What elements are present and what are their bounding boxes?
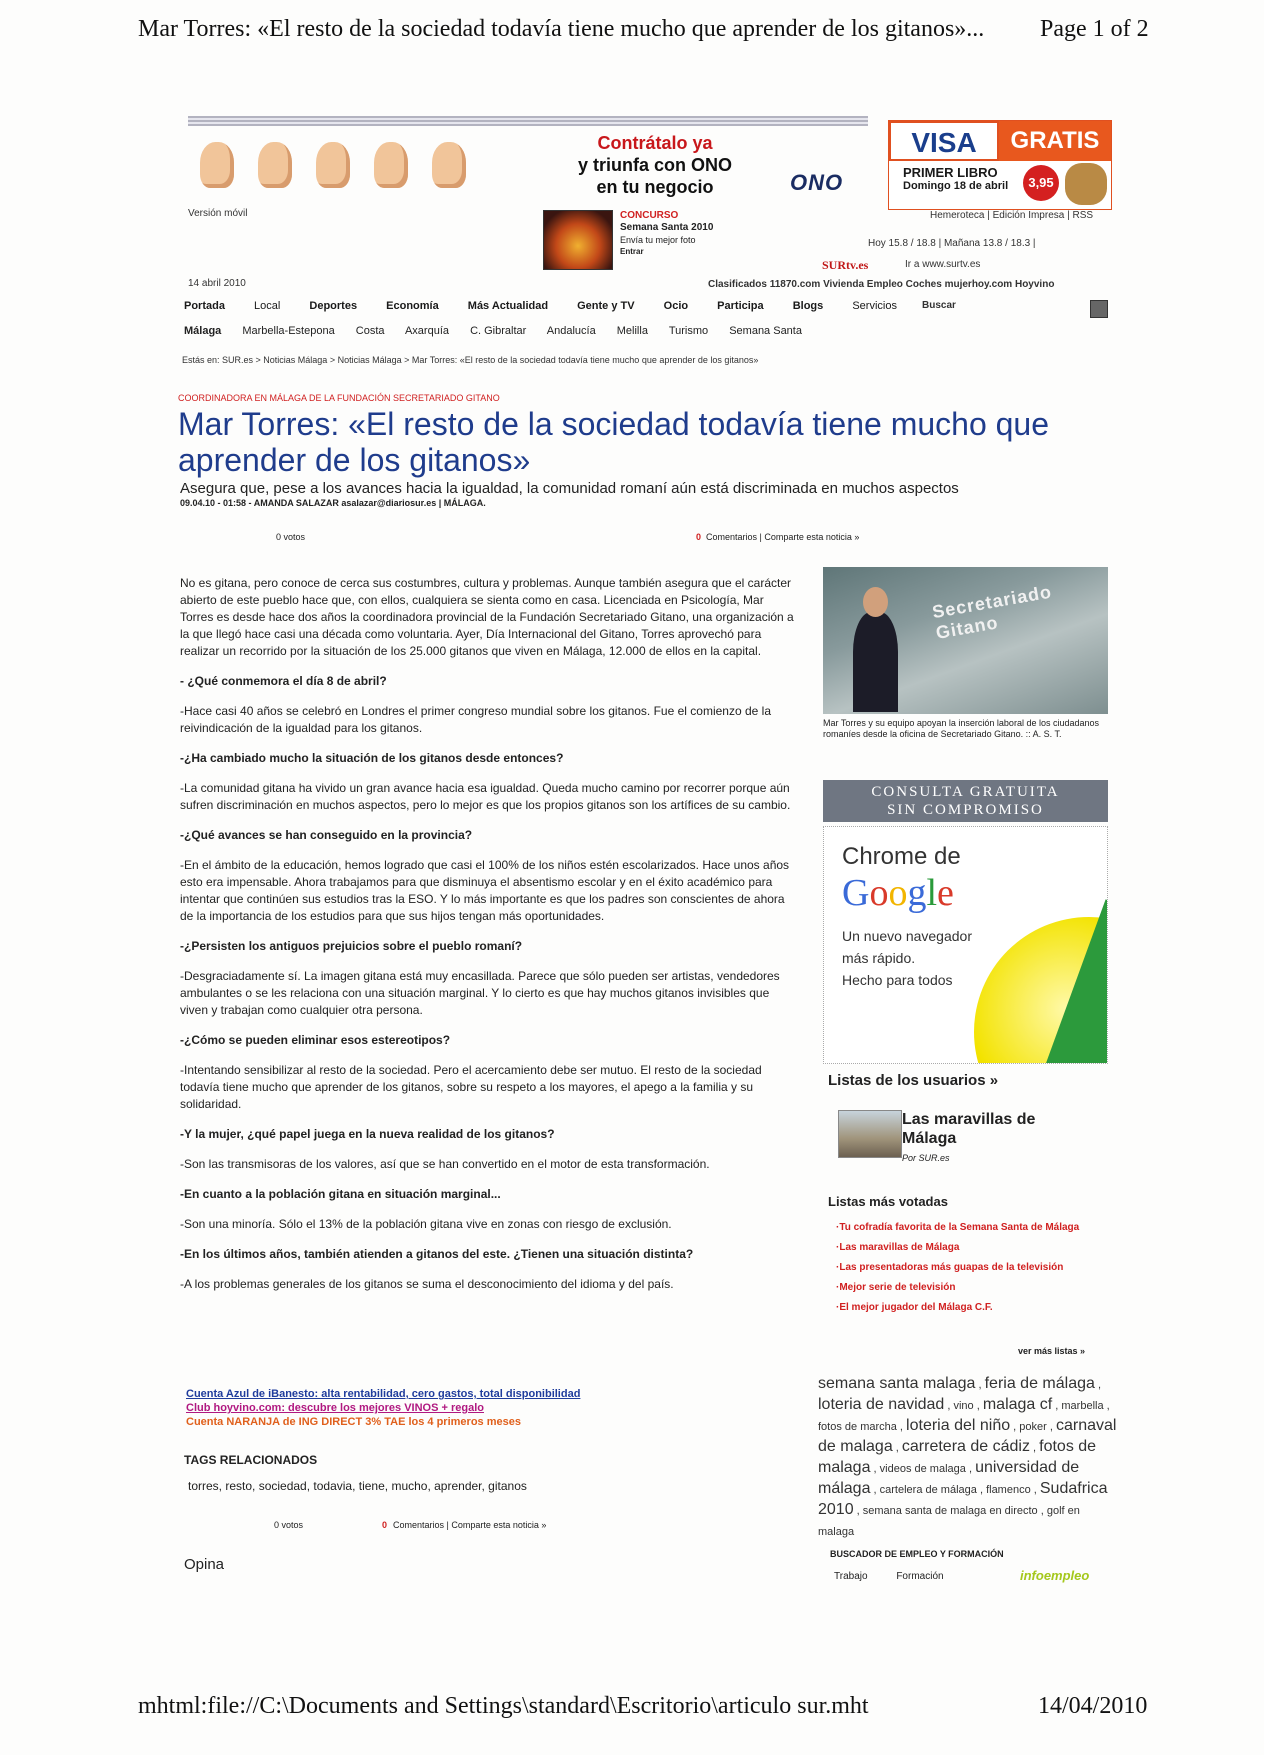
concurso-label: CONCURSO (620, 210, 679, 221)
tag-cloud: semana santa malaga , feria de málaga , loteria de navidad , vino , malaga cf , marbella , fotos de marcha , loteria del niño , poker , carnaval de malaga , carretera de cádiz , fotos de malaga , videos de malaga , universidad de málaga , cartelera de málaga , flamenco , Sudafrica 2010 , semana santa de malaga en directo , golf en malaga (818, 1375, 1117, 1538)
interview-question: -En los últimos años, también atienden a gitanos del este. ¿Tienen una situación distinta? (180, 1247, 694, 1261)
concurso-block[interactable] (620, 210, 713, 258)
subnav-semana-santa[interactable]: Semana Santa (729, 325, 802, 337)
main-nav (184, 300, 923, 312)
top-banner-stripe (188, 116, 868, 126)
gratis-label: GRATIS (999, 121, 1111, 161)
nav-gente-tv[interactable]: Gente y TV (577, 300, 635, 312)
buscador-heading: BUSCADOR DE EMPLEO Y FORMACIÓN (830, 1549, 1004, 1559)
ono-ad-line3: en tu negocio (596, 177, 714, 197)
top-links[interactable]: Hemeroteca | Edición Impresa | RSS (930, 210, 1094, 221)
tag-cloud-item[interactable]: golf en malaga (818, 1505, 1080, 1538)
interview-question: - ¿Qué conmemora el día 8 de abril? (180, 674, 387, 688)
article-body (180, 575, 800, 1306)
voted-item[interactable]: ·El mejor jugador del Málaga C.F. (836, 1302, 993, 1313)
subnav-marbella[interactable]: Marbella-Estepona (242, 325, 335, 337)
tag-cloud-item[interactable]: videos de malaga (879, 1463, 966, 1475)
article-paragraph: -Son las transmisoras de los valores, así que se han convertido en el motor de esta transformación. (180, 1157, 710, 1171)
article-subhead: Asegura que, pese a los avances hacia la igualdad, la comunidad romaní aún está discriminada en muchos aspectos (180, 480, 959, 497)
chrome-desc-1: Un nuevo navegador (842, 928, 972, 944)
tag-cloud-item[interactable]: loteria de navidad (818, 1396, 945, 1413)
surtv-logo[interactable]: SURtv.es (822, 258, 869, 272)
interview-question: -¿Ha cambiado mucho la situación de los gitanos desde entonces? (180, 751, 564, 765)
consulta-line1: CONSULTA GRATUITA (871, 784, 1060, 800)
article-paragraph: No es gitana, pero conoce de cerca sus costumbres, cultura y problemas. Aunque también asegura que el carácter abierto de este pueblo hace que, con ellos, cualquiera se sienta como en casa. Licenciada en Psicología, Mar Torres es desde hace dos años la coordinadora provincial de la Fundación Secretariado Gitano, una organización a la que llegó hace casi una década como voluntaria. Ayer, Día Internacional del Gitano, Torres aprovechó para realizar un recorrido por la situación de los 25.000 gitanos que viven en Málaga, 12.000 de ellos en la capital. (180, 576, 794, 658)
listas-votadas-heading: Listas más votadas (828, 1194, 948, 1209)
tag-cloud-item[interactable]: fotos de marcha (818, 1421, 897, 1433)
interview-question: -¿Qué avances se han conseguido en la provincia? (180, 828, 473, 842)
subnav-melilla[interactable]: Melilla (616, 325, 648, 337)
voted-item[interactable]: ·Mejor serie de televisión (836, 1282, 956, 1293)
article-paragraph: -La comunidad gitana ha vivido un gran avance hacia esa igualdad. Queda mucho camino por recorrer porque aún sufren discriminación en muchos aspectos, pero lo mejor es que los propios gitanos son los artífices de su cambio. (180, 781, 791, 812)
article-byline: 09.04.10 - 01:58 - AMANDA SALAZAR asalazar@diariosur.es | MÁLAGA. (180, 498, 486, 508)
weather: Hoy 15.8 / 18.8 | Mañana 13.8 / 18.3 | (868, 238, 1036, 249)
article-paragraph: -Intentando sensibilizar al resto de la sociedad. Pero el acercamiento debe ser mutuo. El resto de la sociedad todavía tiene mucho que aprender de los gitanos, sobre su respeto a los mayores, el apego a la familia y su solidaridad. (180, 1063, 762, 1111)
comments-count-bottom: 0 (382, 1520, 388, 1530)
domingo-date: Domingo 18 de abril (903, 180, 1009, 192)
votes-bottom[interactable]: 0 votos (274, 1520, 304, 1530)
article-photo[interactable] (823, 567, 1108, 714)
nav-deportes[interactable]: Deportes (309, 300, 358, 312)
contest-candle-image[interactable] (543, 210, 613, 270)
trabajo-link[interactable]: Trabajo (834, 1571, 868, 1582)
subnav-costa[interactable]: Costa (355, 325, 385, 337)
subnav-gibraltar[interactable]: C. Gibraltar (470, 325, 527, 337)
voted-item[interactable]: ·Las maravillas de Málaga (836, 1242, 960, 1253)
services-links[interactable]: Clasificados 11870.com Vivienda Empleo Coches mujerhoy.com Hoyvino (708, 279, 1055, 290)
tag-cloud-item[interactable]: vino (953, 1400, 974, 1412)
subnav-andalucia[interactable]: Andalucía (546, 325, 596, 337)
voted-item[interactable]: ·Tu cofradía favorita de la Semana Santa de Málaga (836, 1222, 1080, 1233)
nav-economia[interactable]: Economía (386, 300, 439, 312)
tag-cloud-item[interactable]: universidad de málaga (818, 1459, 1080, 1497)
list-thumbnail[interactable] (838, 1110, 902, 1158)
sponsored-link-ing[interactable]: Cuenta NARANJA de ING DIRECT 3% TAE los 4 primeros meses (186, 1416, 521, 1428)
sponsored-link-ibanesto[interactable]: Cuenta Azul de iBanesto: alta rentabilidad, cero gastos, total disponibilidad (186, 1388, 581, 1400)
ver-mas-listas[interactable]: ver más listas » (1018, 1346, 1086, 1356)
consulta-line2: SIN COMPROMISO (887, 802, 1044, 818)
article-paragraph: -A los problemas generales de los gitanos se suma el desconocimiento del idioma y del país. (180, 1277, 674, 1291)
search-button[interactable] (1090, 300, 1108, 318)
search-label[interactable]: Buscar (922, 300, 956, 311)
chrome-desc (842, 925, 972, 991)
tag-cloud-item[interactable]: feria de málaga (984, 1375, 1095, 1392)
interview-question: -¿Cómo se pueden eliminar esos estereotipos? (180, 1033, 451, 1047)
dog-image (1065, 163, 1107, 205)
article-paragraph: -Hace casi 40 años se celebró en Londres el primer congreso mundial sobre los gitanos. Fue el comienzo de la reivindicación de la igualdad para los gitanos. (180, 704, 771, 735)
breadcrumb[interactable]: Estás en: SUR.es > Noticias Málaga > Noticias Málaga > Mar Torres: «El resto de la sociedad todavía tiene mucho que aprender de los gitanos» (182, 355, 759, 365)
primer-libro: PRIMER LIBRO (903, 165, 998, 180)
article-paragraph: -En el ámbito de la educación, hemos logrado que casi el 100% de los niños estén escolarizados. Hace unos años esto era impensable. Ahora trabajamos para que disminuya el absentismo escolar y en el éxito académico para intentar que continúen sus estudios tras la ESO. Y lo más importante es que los padres son conscientes de ahora de la importancia de los estudios para que sus hijos tengan más oportunidades. (180, 858, 790, 923)
google-logo: Google (842, 872, 954, 914)
article-paragraph: -Son una minoría. Sólo el 13% de la población gitana vive en zonas con riesgo de exclusión. (180, 1217, 672, 1231)
surtv-link[interactable]: Ir a www.surtv.es (905, 259, 981, 270)
visa-label: VISA (889, 121, 999, 161)
photo-sign-text: Secretariado Gitano (930, 581, 1054, 643)
chrome-desc-3: Hecho para todos (842, 972, 953, 988)
infoempleo-logo[interactable]: infoempleo (1020, 1568, 1090, 1583)
sub-nav (184, 325, 820, 337)
tag-cloud-item[interactable]: poker (1019, 1421, 1047, 1433)
nav-mas-actualidad[interactable]: Más Actualidad (467, 300, 549, 312)
print-header-title: Mar Torres: «El resto de la sociedad todavía tiene mucho que aprender de los gitanos»... (138, 16, 985, 42)
tag-cloud-item[interactable]: fotos de malaga (818, 1438, 1097, 1476)
sponsored-link-hoyvino[interactable]: Club hoyvino.com: descubre los mejores VINOS + regalo (186, 1402, 484, 1414)
chrome-ad[interactable] (823, 826, 1108, 1064)
opina-heading: Opina (184, 1556, 225, 1573)
tag-cloud-item[interactable]: malaga cf (982, 1396, 1053, 1413)
consulta-ad[interactable] (823, 780, 1108, 822)
article-kicker: COORDINADORA EN MÁLAGA DE LA FUNDACIÓN SECRETARIADO GITANO (178, 393, 500, 403)
interview-question: -En cuanto a la población gitana en situación marginal... (180, 1187, 501, 1201)
version-movil-link[interactable]: Versión móvil (188, 208, 248, 219)
ono-ad-line2: y triunfa con ONO (577, 155, 732, 175)
nav-portada[interactable]: Portada (184, 300, 225, 312)
interview-question: -Y la mujer, ¿qué papel juega en la nueva realidad de los gitanos? (180, 1127, 555, 1141)
price-badge: 3,95 (1023, 165, 1059, 201)
photo-caption: Mar Torres y su equipo apoyan la inserción laboral de los ciudadanos romaníes desde la oficina de Secretariado Gitano. :: A. S. T. (823, 718, 1099, 739)
print-page-number: Page 1 of 2 (1040, 16, 1149, 42)
tag-cloud-item[interactable]: cartelera de málaga (879, 1484, 977, 1496)
ono-ad-line1: Contrátalo ya (597, 133, 713, 153)
subnav-malaga[interactable]: Málaga (184, 325, 222, 337)
list-by: Por SUR.es (902, 1153, 950, 1163)
ono-logo: ONO (790, 170, 844, 195)
tag-cloud-item[interactable]: carretera de cádiz (901, 1438, 1030, 1455)
photo-person (853, 612, 898, 712)
empleo-links (834, 1571, 944, 1582)
tag-cloud-item[interactable]: marbella (1061, 1400, 1104, 1412)
nav-servicios[interactable]: Servicios (852, 300, 897, 312)
hands-thumbs-up-ad[interactable] (200, 132, 470, 202)
article-paragraph: -Desgraciadamente sí. La imagen gitana está muy encasillada. Parece que sólo pueden ser artistas, vendedores ambulantes o se les relaciona con una situación marginal. Y lo cierto es que hay muchos gitanos invisibles que viven y trabajan como cualquier otra persona. (180, 969, 780, 1017)
nav-blogs[interactable]: Blogs (792, 300, 824, 312)
concurso-desc: Envía tu mejor foto (620, 235, 696, 245)
voted-lists (836, 1222, 1086, 1322)
tag-cloud-item[interactable]: Sudafrica 2010 (818, 1480, 1108, 1518)
nav-ocio[interactable]: Ocio (663, 300, 689, 312)
site-date: 14 abril 2010 (188, 278, 246, 289)
nav-participa[interactable]: Participa (717, 300, 764, 312)
tag-cloud-item[interactable]: flamenco (986, 1484, 1031, 1496)
interview-question: -¿Persisten los antiguos prejuicios sobre el pueblo romaní? (180, 939, 523, 953)
tag-cloud-item[interactable]: semana santa malaga (818, 1375, 976, 1392)
article-headline: Mar Torres: «El resto de la sociedad todavía tiene mucho que aprender de los gitanos» (178, 406, 1050, 478)
voted-item[interactable]: ·Las presentadoras más guapas de la televisión (836, 1262, 1064, 1273)
listas-usuarios-heading[interactable]: Listas de los usuarios » (828, 1072, 999, 1089)
subnav-axarquia[interactable]: Axarquía (404, 325, 449, 337)
chrome-desc-2: más rápido. (842, 950, 916, 966)
tag-cloud-item[interactable]: loteria del niño (906, 1417, 1011, 1434)
ono-ad[interactable] (550, 132, 760, 198)
print-footer-path: mhtml:file://C:\Documents and Settings\standard\Escritorio\articulo sur.mht (138, 1693, 869, 1719)
tag-cloud-item[interactable]: semana santa de malaga en directo (862, 1505, 1038, 1517)
nav-local[interactable]: Local (254, 300, 281, 312)
subnav-turismo[interactable]: Turismo (668, 325, 709, 337)
concurso-title: Semana Santa 2010 (620, 222, 714, 233)
comments-link-top[interactable]: Comentarios | Comparte esta noticia » (706, 532, 860, 542)
formacion-link[interactable]: Formación (896, 1571, 944, 1582)
tags-heading: TAGS RELACIONADOS (184, 1453, 318, 1467)
sponsored-links (186, 1387, 580, 1429)
votes-top[interactable]: 0 votos (276, 532, 306, 542)
tags-list[interactable]: torres, resto, sociedad, todavia, tiene, mucho, aprender, gitanos (188, 1479, 527, 1493)
print-footer-date: 14/04/2010 (1038, 1693, 1148, 1719)
visa-ad[interactable] (888, 120, 1112, 210)
list-title[interactable]: Las maravillas de Málaga (902, 1111, 1036, 1147)
concurso-enter: Entrar (620, 247, 644, 256)
chrome-title: Chrome de (842, 843, 961, 870)
comments-count-top: 0 (696, 532, 702, 542)
tag-cloud-item[interactable]: carnaval de malaga (818, 1417, 1117, 1455)
comments-link-bottom[interactable]: Comentarios | Comparte esta noticia » (393, 1520, 547, 1530)
photo-face (863, 587, 888, 617)
